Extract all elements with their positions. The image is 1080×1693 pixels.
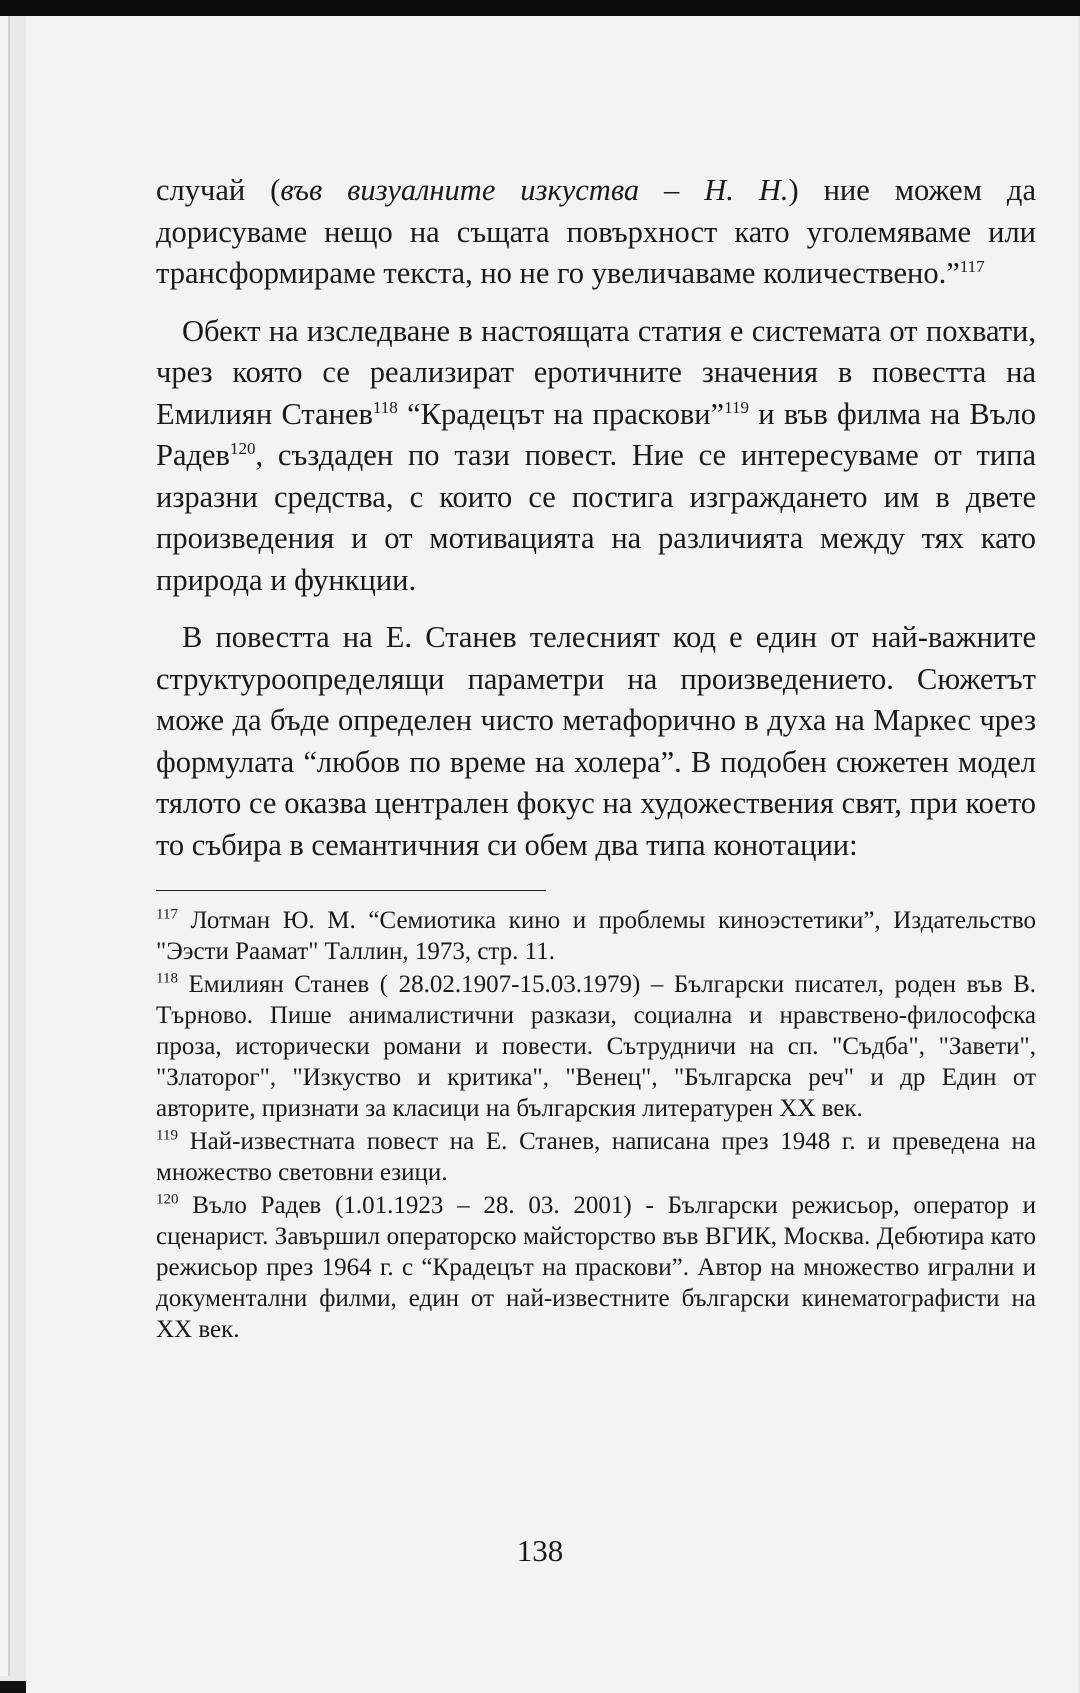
page-number: 138 — [516, 1533, 564, 1568]
footnote-119: $^{119}$ Най-известната повест на Е. Станев, написана през 1948 г. и преведена на множество световни езици. — [156, 1127, 1036, 1186]
footnote-ref: 119 — [724, 397, 749, 417]
footnote-117: $^{117}$ Лотман Ю. М. “Семиотика кино и проблемы киноэстетики”, Издательство "Ээсти Раамат" Таллин, 1973, стр. 11. — [156, 906, 1036, 965]
footnote-ref: 118 — [372, 397, 398, 417]
page-edge — [0, 16, 10, 1676]
footnote-120: $^{120}$ Въло Радев (1.01.1923 – 28. 03. 2001) - Български режисьор, оператор и сценарист. Завършил операторско майсторство във ВГИК, Москва. Дебютира като режисьор през 1964 г. с “Крадецът на праскови”. Автор на множество игрални и документални филми, един от най-известните български кинематографисти на ХХ век. — [156, 1191, 1036, 1343]
scan-top-border — [0, 0, 1080, 16]
paragraph-3: В повестта на Е. Станев телесният код е един от най-важните структуроопределящи параметри на произведението. Сюжетът може да бъде определен чисто метафорично в духа на Маркес чрез формулата “любов по време на холера”. В подобен сюжетен модел тялото се оказва централен фокус на художествения свят, при което то събира в семантичния си обем два типа конотации: — [156, 620, 1036, 862]
footnote-ref: 117 — [959, 256, 985, 276]
footnote-divider — [156, 890, 546, 891]
footnote-118: $^{118}$ Емилиян Станев ( 28.02.1907-15.03.1979) – Български писател, роден във В. Търново. Пише анималистични разкази, социална и нравствено-философска проза, исторически романи и повести. Сътрудничи на сп. "Съдба", "Завети", "Златорог", "Изкуство и критика", "Венец", "Българска реч" и др Един от авторите, признати за класици на българския литературен ХХ век. — [156, 970, 1036, 1122]
page-content — [156, 170, 1036, 1347]
paragraph-2: Обект на изследване в настоящата статия е системата от похвати, чрез която се реализират еротичните значения в повестта на Емилиян Станев$^{118}$ “Крадецът на праскови”$^{119}$ и във филма на Въло Радев$^{120}$, създаден по тази повест. Ние се интересуваме от типа изразни средства, с които се постига изграждането им в двете произведения и от мотивацията на различията между тях като природа и функции. — [156, 313, 1037, 597]
footnote-ref: 120 — [229, 438, 256, 458]
italic-insert: във визуалните изкуства – Н. Н. — [280, 173, 789, 207]
paragraph-1: случай (във визуалните изкуства – Н. Н.) ние можем да дорисуваме нещо на същата повърхност като уголемяваме или трансформираме текста, но не го увеличаваме количествено.”$^{117}$ — [156, 173, 1036, 290]
